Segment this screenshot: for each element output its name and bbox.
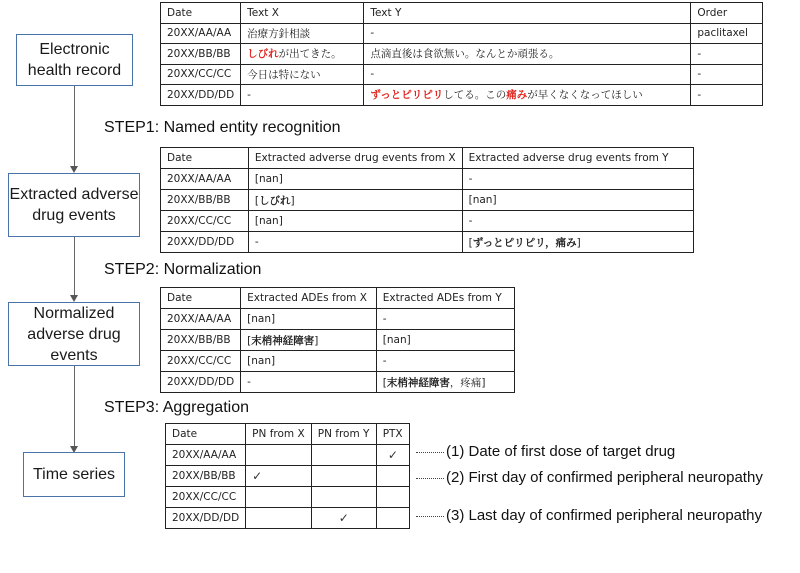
table-header-row — [161, 148, 694, 169]
text-x-cell: 治療方針相談 — [241, 23, 364, 44]
table-row — [161, 330, 515, 351]
bracket: ] — [576, 236, 581, 249]
connector-line — [74, 366, 75, 446]
ehr-box-label: Electronic health record — [27, 41, 122, 79]
note-last-pn-day: (3) Last day of confirmed peripheral neuropathy — [446, 507, 763, 524]
table-header-row — [161, 3, 763, 24]
date-cell: 20XX/AA/AA — [166, 445, 246, 466]
highlighted-term: ずっとピリピリ — [370, 89, 444, 102]
pn-y-cell — [311, 445, 376, 466]
step1-label: STEP1: Named entity recognition — [104, 119, 341, 136]
from-x-cell: - — [241, 372, 377, 393]
from-y-cell: [nan] — [376, 330, 514, 351]
header-date: Date — [161, 148, 249, 169]
connector-line — [74, 237, 75, 295]
bracket: [ — [254, 194, 259, 207]
extracted-ade-table — [160, 147, 694, 253]
from-x-cell: [nan] — [248, 211, 462, 232]
text-y-cell — [364, 85, 691, 106]
date-cell: 20XX/DD/DD — [161, 372, 241, 393]
table-row — [161, 23, 763, 44]
normalized-ade-table — [160, 287, 515, 393]
table-row — [161, 85, 763, 106]
date-cell: 20XX/AA/AA — [161, 23, 241, 44]
normalized-term: 末梢神経障害 — [251, 334, 315, 347]
header-date: Date — [161, 3, 241, 24]
check-icon: ✓ — [338, 511, 349, 525]
normalized-box-label: Normalized adverse drug events — [27, 304, 121, 364]
order-cell: - — [691, 85, 763, 106]
table-row — [161, 232, 694, 253]
timeseries-box-label: Time series — [32, 466, 116, 483]
from-x-cell: [nan] — [241, 351, 377, 372]
from-y-cell: - — [376, 351, 514, 372]
step3-label: STEP3: Aggregation — [104, 399, 249, 416]
table-row — [161, 44, 763, 65]
timeseries-box — [23, 452, 125, 497]
arrow-down-icon — [70, 166, 78, 173]
note-first-pn-day: (2) First day of confirmed peripheral neuropathy — [446, 469, 763, 486]
from-x-cell — [248, 190, 462, 211]
table-row — [161, 211, 694, 232]
header-date: Date — [166, 424, 246, 445]
date-cell: 20XX/CC/CC — [161, 211, 249, 232]
from-y-cell: - — [462, 211, 693, 232]
header-text-x: Text X — [241, 3, 364, 24]
table-row — [166, 445, 410, 466]
arrow-down-icon — [70, 295, 78, 302]
date-cell: 20XX/BB/BB — [161, 330, 241, 351]
header-from-x: Extracted adverse drug events from X — [248, 148, 462, 169]
header-pn-y: PN from Y — [311, 424, 376, 445]
table-row — [161, 351, 515, 372]
header-from-y: Extracted ADEs from Y — [376, 288, 514, 309]
from-y-cell — [376, 372, 514, 393]
ptx-cell — [376, 508, 409, 529]
from-y-cell: [nan] — [462, 190, 693, 211]
table-header-row — [161, 288, 515, 309]
date-cell: 20XX/CC/CC — [166, 487, 246, 508]
entity-term: しびれ — [258, 194, 291, 207]
text-fragment: ，疼痛] — [449, 376, 486, 389]
header-from-x: Extracted ADEs from X — [241, 288, 377, 309]
text-fragment: してる。この — [443, 89, 507, 102]
from-y-cell: - — [462, 169, 693, 190]
check-icon: ✓ — [387, 448, 398, 462]
pn-x-cell — [246, 445, 312, 466]
bracket: ] — [314, 334, 319, 347]
date-cell: 20XX/CC/CC — [161, 351, 241, 372]
from-x-cell — [241, 330, 377, 351]
date-cell: 20XX/BB/BB — [161, 190, 249, 211]
table-row — [161, 64, 763, 85]
ehr-box — [16, 34, 133, 86]
header-ptx: PTX — [376, 424, 409, 445]
pn-y-cell — [311, 508, 376, 529]
date-cell: 20XX/CC/CC — [161, 64, 241, 85]
time-series-table — [165, 423, 410, 529]
text-x-cell: - — [241, 85, 364, 106]
entity-term: ずっとピリピリ，痛み — [472, 236, 577, 249]
text-x-cell — [241, 44, 364, 65]
date-cell: 20XX/BB/BB — [161, 44, 241, 65]
table-row — [166, 508, 410, 529]
header-order: Order — [691, 3, 763, 24]
pn-y-cell — [311, 487, 376, 508]
normalized-term: 末梢神経障害 — [386, 376, 450, 389]
order-cell: - — [691, 64, 763, 85]
from-x-cell: - — [248, 232, 462, 253]
order-cell: - — [691, 44, 763, 65]
table-header-row — [166, 424, 410, 445]
check-icon: ✓ — [252, 469, 263, 483]
extracted-box-label: Extracted adverse drug events — [9, 186, 139, 224]
note-first-dose: (1) Date of first dose of target drug — [446, 443, 676, 460]
ptx-cell — [376, 445, 409, 466]
header-from-y: Extracted adverse drug events from Y — [462, 148, 693, 169]
text-fragment: が出てきた。 — [278, 48, 342, 61]
pn-x-cell — [246, 487, 312, 508]
highlighted-term: 痛み — [506, 89, 528, 102]
from-x-cell: [nan] — [248, 169, 462, 190]
step2-label: STEP2: Normalization — [104, 261, 262, 278]
pn-x-cell — [246, 466, 312, 487]
from-y-cell — [462, 232, 693, 253]
ptx-cell — [376, 487, 409, 508]
header-date: Date — [161, 288, 241, 309]
text-y-cell: 点滴直後は食欲無い。なんとか頑張る。 — [364, 44, 691, 65]
date-cell: 20XX/BB/BB — [166, 466, 246, 487]
highlighted-term: しびれ — [247, 48, 279, 61]
normalized-box — [8, 302, 140, 366]
table-row — [161, 309, 515, 330]
table-row — [161, 190, 694, 211]
ptx-cell — [376, 466, 409, 487]
text-y-cell: - — [364, 23, 691, 44]
date-cell: 20XX/DD/DD — [161, 85, 241, 106]
table-row — [161, 372, 515, 393]
bracket: ] — [290, 194, 295, 207]
from-x-cell: [nan] — [241, 309, 377, 330]
date-cell: 20XX/AA/AA — [161, 169, 249, 190]
pn-y-cell — [311, 466, 376, 487]
header-text-y: Text Y — [364, 3, 691, 24]
from-y-cell: - — [376, 309, 514, 330]
date-cell: 20XX/DD/DD — [166, 508, 246, 529]
connector-line — [74, 86, 75, 166]
table-row — [166, 487, 410, 508]
table-row — [161, 169, 694, 190]
text-fragment: が早くなくなってほしい — [527, 89, 643, 102]
text-y-cell: - — [364, 64, 691, 85]
date-cell: 20XX/AA/AA — [161, 309, 241, 330]
text-x-cell: 今日は特にない — [241, 64, 364, 85]
header-pn-x: PN from X — [246, 424, 312, 445]
table-row — [166, 466, 410, 487]
extracted-box — [8, 173, 140, 237]
dotted-leader — [416, 516, 444, 517]
bracket: [ — [382, 376, 387, 389]
bracket: [ — [468, 236, 473, 249]
date-cell: 20XX/DD/DD — [161, 232, 249, 253]
pn-x-cell — [246, 508, 312, 529]
order-cell: paclitaxel — [691, 23, 763, 44]
dotted-leader — [416, 478, 444, 479]
dotted-leader — [416, 452, 444, 453]
ehr-table — [160, 2, 763, 106]
bracket: [ — [247, 334, 252, 347]
